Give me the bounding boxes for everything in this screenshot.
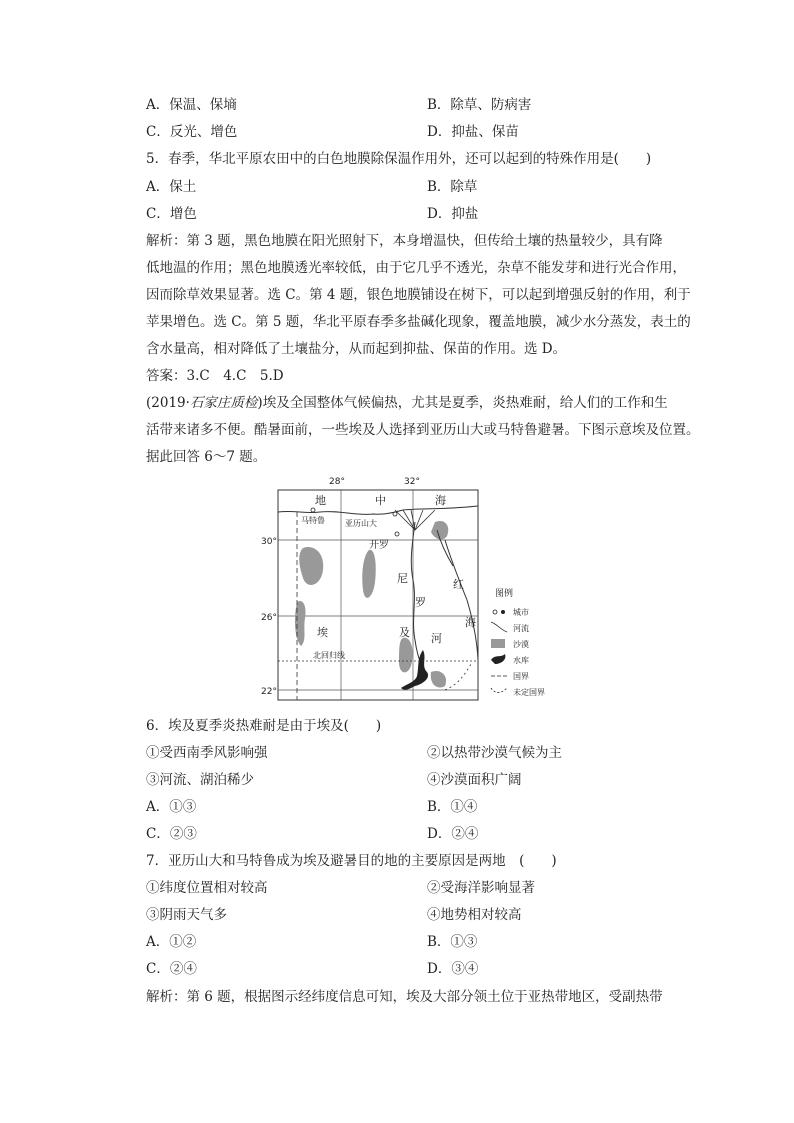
- analysis-line-5: 含水量高，相对降低了土壤盐分，从而起到抑盐、保苗的作用。选 D。: [146, 341, 567, 357]
- intro-line-2: 活带来诸多不便。酷暑面前，一些埃及人选择到亚历山大或马特鲁避暑。下图示意埃及位置。: [146, 422, 700, 438]
- analysis-line-1: 解析：第 3 题，黑色地膜在阳光照射下，本身增温快，但传给土壤的热量较少，具有降: [146, 233, 663, 249]
- q5-option-d: D．抑盐: [427, 206, 479, 222]
- sea-char-hai: 海: [435, 494, 446, 507]
- answer-line: 答案：3.C 4.C 5.D: [146, 368, 284, 384]
- lon-label-32: 32°: [404, 477, 420, 487]
- legend-reservoir: 水库: [513, 656, 529, 665]
- source-open: (2019·: [146, 395, 190, 411]
- legend-city: 城市: [513, 608, 529, 617]
- q6-option-a: A．①③: [146, 799, 197, 815]
- city-label-alexandria: 亚历山大: [345, 519, 377, 528]
- q6-option-c: C．②③: [146, 826, 197, 842]
- nile-char-ni: 尼: [397, 572, 408, 585]
- q5-option-a: A．保土: [146, 179, 197, 195]
- city-marker-alexandria: [393, 512, 397, 516]
- egypt-char-ai: 埃: [317, 626, 328, 639]
- q7-option-b: B．①③: [427, 934, 478, 950]
- legend-undetermined: 未定国界: [513, 688, 545, 697]
- q6-statement-4: ④沙漠面积广阔: [427, 772, 522, 788]
- coastline: [278, 506, 478, 514]
- legend-city-icon-2: [501, 610, 505, 614]
- legend-river: 河流: [513, 624, 529, 633]
- q6-option-b: B．①④: [427, 799, 478, 815]
- question-6-stem: 6．埃及夏季炎热难耐是由于埃及( ): [146, 718, 382, 734]
- option-c: C．反光、增色: [146, 124, 238, 140]
- desert-siwa: [299, 547, 323, 585]
- legend-river-icon: [491, 622, 507, 632]
- lat-label-26: 26°: [261, 613, 277, 623]
- redsea-char-hong: 红: [453, 578, 464, 591]
- map-legend: [491, 587, 545, 697]
- option-d: D．抑盐、保苗: [427, 124, 519, 140]
- sea-char-di: 地: [315, 494, 326, 507]
- city-marker-cairo: [395, 532, 399, 536]
- legend-reservoir-icon: [491, 654, 505, 664]
- intro-line-1: [146, 394, 668, 412]
- question-7-stem: 7．亚历山大和马特鲁成为埃及避暑目的地的主要原因是两地 ( ): [146, 853, 557, 869]
- lat-label-22: 22°: [261, 687, 277, 697]
- nile-char-luo: 罗: [415, 596, 426, 609]
- q5-option-c: C．增色: [146, 206, 197, 222]
- legend-desert: 沙漠: [513, 640, 529, 649]
- q7-option-d: D．③④: [427, 961, 479, 977]
- legend-title: 图例: [495, 589, 514, 599]
- q5-option-b: B．除草: [427, 179, 478, 195]
- intro-line-1-rest: )埃及全国整体气候偏热，尤其是夏季，炎热难耐，给人们的工作和生: [257, 395, 668, 411]
- desert-western: [295, 601, 306, 646]
- q7-statement-1: ①纬度位置相对较高: [146, 880, 268, 896]
- question-5-stem: 5．春季，华北平原农田中的白色地膜除保温作用外，还可以起到的特殊作用是( ): [146, 151, 652, 167]
- tropic-label: 北回归线: [313, 651, 345, 660]
- q7-statement-2: ②受海洋影响显著: [427, 880, 535, 896]
- legend-undetermined-icon: [491, 688, 507, 693]
- city-label-matruh: 马特鲁: [301, 516, 325, 525]
- legend-city-icon: [493, 610, 497, 614]
- analysis-line-2: 低地温的作用；黑色地膜透光率较低，由于它几乎不透光，杂草不能发芽和进行光合作用，: [146, 260, 686, 276]
- legend-desert-icon: [491, 639, 505, 648]
- source-name: 石家庄质检: [189, 395, 258, 411]
- legend-border: 国界: [513, 672, 529, 681]
- desert-south: [399, 638, 413, 673]
- intro-line-3: 据此回答 6～7 题。: [146, 449, 267, 465]
- q7-option-a: A．①②: [146, 934, 197, 950]
- q7-statement-3: ③阴雨天气多: [146, 907, 227, 923]
- q6-option-d: D．②④: [427, 826, 479, 842]
- q7-statement-4: ④地势相对较高: [427, 907, 522, 923]
- nile-delta: [395, 510, 435, 530]
- redsea-char-hai: 海: [465, 616, 476, 629]
- city-marker-matruh: [311, 508, 315, 512]
- nile-char-he: 河: [431, 632, 442, 645]
- analysis-line-3: 因而除草效果显著。选 C。第 4 题，银色地膜铺设在树下，可以起到增强反射的作用，利于: [146, 287, 691, 303]
- red-sea-coast: [445, 540, 478, 660]
- q6-statement-3: ③河流、湖泊稀少: [146, 772, 254, 788]
- q6-statement-2: ②以热带沙漠气候为主: [427, 745, 562, 761]
- analysis-2-line-1: 解析：第 6 题，根据图示经纬度信息可知，埃及大部分领土位于亚热带地区，受副热带: [146, 989, 663, 1005]
- egypt-char-ji: 及: [399, 626, 410, 639]
- lat-label-30: 30°: [261, 537, 277, 547]
- desert-southeast: [431, 671, 446, 688]
- lon-label-28: 28°: [329, 477, 345, 487]
- option-b: B．除草、防病害: [427, 97, 532, 113]
- analysis-line-4: 苹果增色。选 C。第 5 题，华北平原春季多盐碱化现象，覆盖地膜，减少水分蒸发，表土的: [146, 314, 691, 330]
- q6-statement-1: ①受西南季风影响强: [146, 745, 268, 761]
- option-a: A．保温、保墒: [146, 97, 237, 113]
- undetermined-border: [445, 664, 471, 690]
- egypt-location-map: [245, 470, 575, 710]
- q7-option-c: C．②④: [146, 961, 197, 977]
- city-label-cairo: 开罗: [369, 540, 389, 551]
- desert-central: [362, 550, 376, 598]
- sea-char-zhong: 中: [375, 494, 386, 507]
